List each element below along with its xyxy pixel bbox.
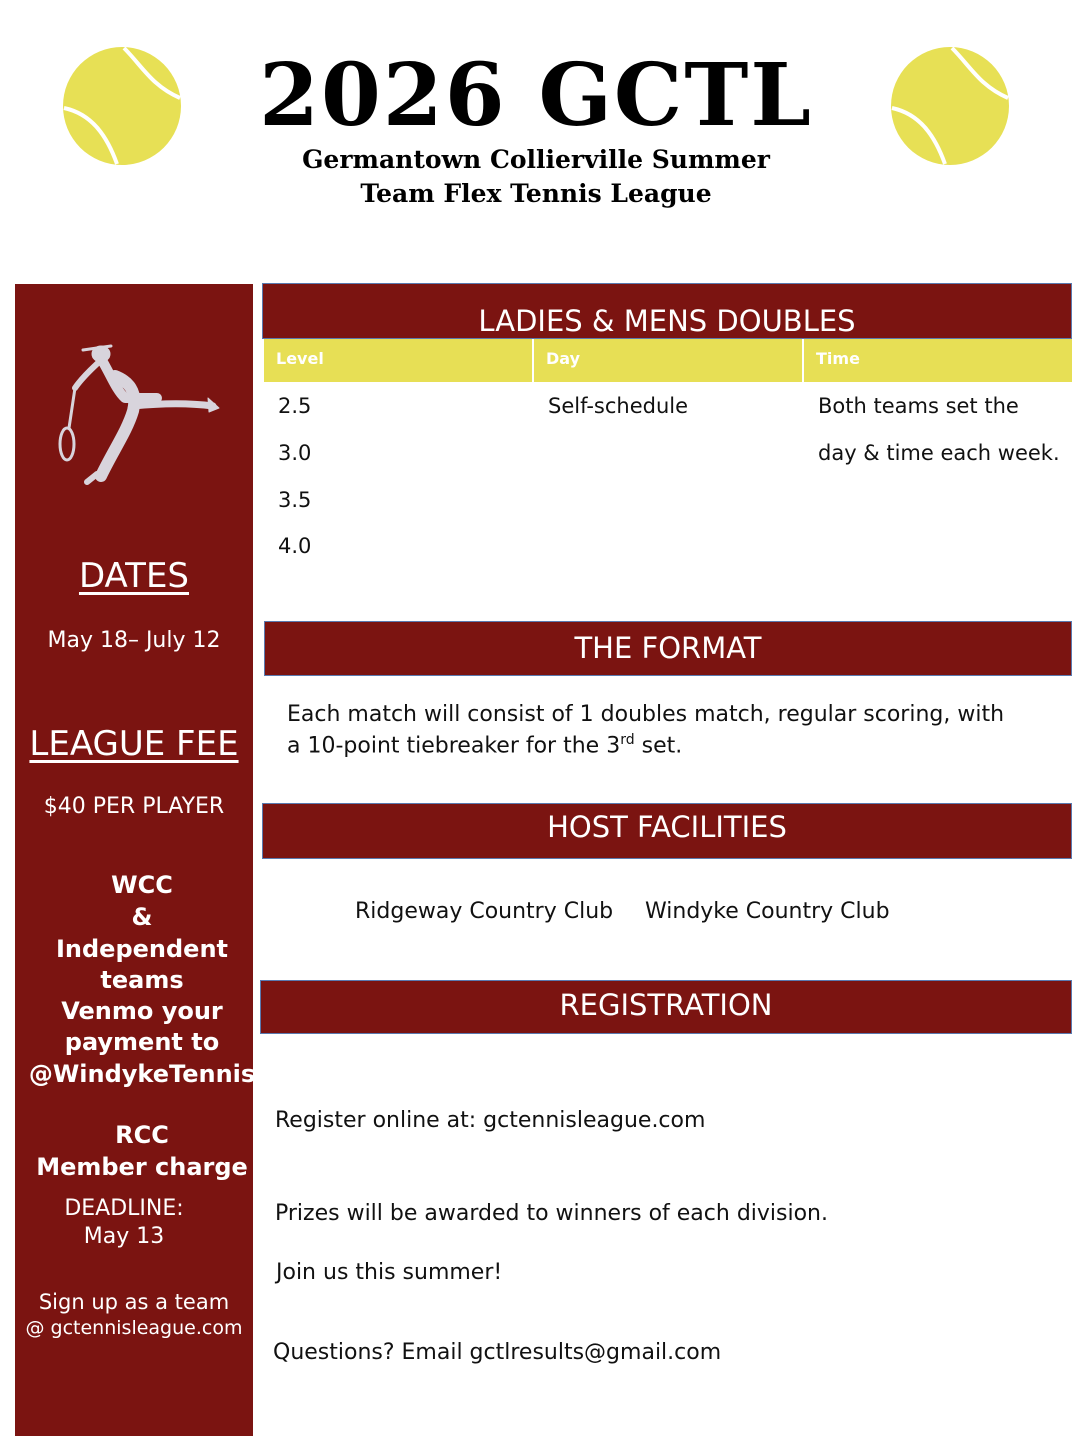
league-fee-value: $40 PER PLAYER <box>43 794 225 819</box>
facility-ridgeway: Ridgeway Country Club <box>355 899 614 924</box>
facilities-heading: HOST FACILITIES <box>547 810 787 844</box>
level-cell: 3.0 <box>278 441 312 465</box>
independent-label: Independent <box>55 935 229 963</box>
level-cell: 2.5 <box>278 394 312 418</box>
questions-text: Questions? Email gctlresults@gmail.com <box>273 1340 722 1365</box>
facilities-banner <box>262 803 1072 859</box>
page-title: 2026 GCTL <box>259 45 813 146</box>
registration-banner <box>260 980 1072 1034</box>
wcc-label: WCC <box>111 871 173 899</box>
rcc-label: RCC <box>115 1121 169 1149</box>
teams-label: teams <box>100 966 184 994</box>
tennis-player-icon <box>53 336 223 486</box>
dates-heading: DATES <box>78 556 190 596</box>
subtitle-line-2: Team Flex Tennis League <box>360 179 712 208</box>
wcc-ampersand: & <box>131 903 153 931</box>
level-cell: 3.5 <box>278 488 312 512</box>
rcc-member-charge: Member charge <box>36 1153 248 1181</box>
column-day: Day <box>534 339 804 382</box>
format-banner <box>264 621 1072 676</box>
format-line-1: Each match will consist of 1 doubles match, regular scoring, with <box>287 702 1005 727</box>
subtitle-line-1: Germantown Collierville Summer <box>302 145 770 174</box>
column-level: Level <box>264 339 534 382</box>
signup-site: @ gctennisleague.com <box>25 1317 243 1339</box>
payment-label: payment to <box>64 1028 220 1056</box>
level-cell: 4.0 <box>278 534 312 558</box>
signup-label: Sign up as a team <box>38 1290 230 1314</box>
format-line-2: a 10-point tiebreaker for the 3rd set. <box>287 732 683 759</box>
facility-windyke: Windyke Country Club <box>645 899 890 924</box>
venmo-handle: @WindykeTennis <box>28 1060 256 1088</box>
info-sidebar <box>15 284 256 1436</box>
format-heading: THE FORMAT <box>574 631 762 665</box>
register-online-text: Register online at: gctennisleague.com <box>275 1108 706 1133</box>
venmo-label: Venmo your <box>61 997 223 1025</box>
league-fee-heading: LEAGUE FEE <box>29 724 239 764</box>
join-us-text: Join us this summer! <box>276 1260 503 1285</box>
dates-value: May 18– July 12 <box>47 628 221 653</box>
doubles-banner <box>262 283 1072 339</box>
prizes-text: Prizes will be awarded to winners of each division. <box>275 1201 828 1226</box>
time-cell-line-1: Both teams set the <box>818 394 1019 418</box>
schedule-table-header <box>264 339 1072 382</box>
time-cell-line-2: day & time each week. <box>818 441 1060 465</box>
registration-heading: REGISTRATION <box>559 988 773 1022</box>
day-cell: Self-schedule <box>548 394 689 418</box>
deadline-label: DEADLINE: <box>64 1196 184 1221</box>
column-time: Time <box>816 349 860 368</box>
deadline-date: May 13 <box>83 1224 165 1249</box>
doubles-heading: LADIES & MENS DOUBLES <box>478 304 856 338</box>
